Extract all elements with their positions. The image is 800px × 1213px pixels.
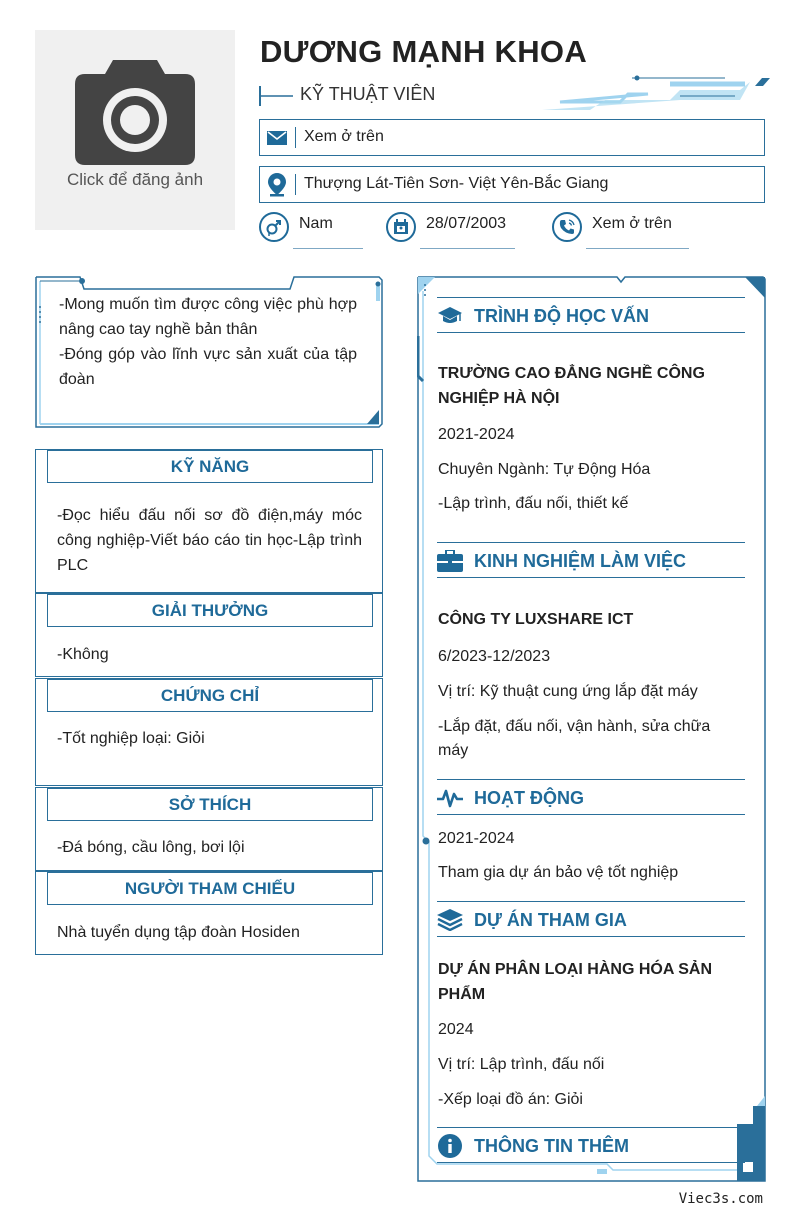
additional-info-title: THÔNG TIN THÊM [474,1136,629,1156]
experience-detail: -Lắp đặt, đấu nối, vận hành, sửa chữa máy [438,718,711,759]
objective-line: -Đóng góp vào lĩnh vực sản xuất của tập đoàn [59,346,357,388]
awards-section [35,593,383,677]
address-field[interactable] [259,166,765,203]
camera-icon [75,60,195,165]
skills-text: -Đọc hiểu đấu nối sơ đồ điện,máy móc công nghiệp-Viết báo cáo tin học-Lập trình PLC [57,507,362,574]
references-heading: NGƯỜI THAM CHIẾU [47,872,373,905]
project-name: DỰ ÁN PHÂN LOẠI HÀNG HÓA SẢN PHẨM [438,961,713,1003]
layers-icon [437,908,463,932]
awards-text: -Không [57,646,109,663]
experience-position: Vị trí: Kỹ thuật cung ứng lắp đặt máy [438,683,698,700]
email-field[interactable] [259,119,765,156]
envelope-icon [260,120,294,155]
gender-icon [259,212,289,242]
briefcase-icon [437,549,463,573]
education-title: TRÌNH ĐỘ HỌC VẤN [474,306,649,326]
hobbies-text: -Đá bóng, cầu lông, bơi lội [57,839,245,856]
additional-info-heading [437,1127,745,1163]
activities-title: HOẠT ĐỘNG [474,788,584,808]
experience-title: KINH NGHIỆM LÀM VIỆC [474,551,687,571]
certificates-section [35,678,383,786]
calendar-icon [386,212,416,242]
certificates-heading: CHỨNG CHỈ [47,679,373,712]
activities-heading [437,779,745,815]
experience-period: 6/2023-12/2023 [438,648,551,665]
references-section [35,871,383,955]
address-value: Thượng Lát-Tiên Sơn- Việt Yên-Bắc Giang [304,175,609,192]
certificates-text: -Tốt nghiệp loại: Giỏi [57,730,205,747]
education-heading [437,297,745,333]
skills-heading: KỸ NĂNG [47,450,373,483]
experience-company: CÔNG TY LUXSHARE ICT [438,611,634,628]
activities-detail: Tham gia dự án bảo vệ tốt nghiệp [438,864,679,881]
pulse-icon [437,786,463,810]
hobbies-section [35,787,383,871]
candidate-name: DƯƠNG MẠNH KHOA [260,34,588,69]
objective-text [59,292,357,392]
circuit-decoration [530,70,775,115]
phone-field[interactable] [552,210,692,252]
gender-value: Nam [299,215,333,232]
photo-upload-label: Click để đăng ảnh [66,170,204,189]
education-school: TRƯỜNG CAO ĐẲNG NGHỀ CÔNG NGHIỆP HÀ NỘI [438,365,705,407]
location-pin-icon [260,167,294,202]
projects-title: DỰ ÁN THAM GIA [474,910,627,930]
awards-heading: GIẢI THƯỞNG [47,594,373,627]
references-text: Nhà tuyển dụng tập đoàn Hosiden [57,924,300,941]
hobbies-heading: SỞ THÍCH [47,788,373,821]
phone-value: Xem ở trên [592,215,672,232]
project-position: Vị trí: Lập trình, đấu nối [438,1056,605,1073]
birthdate-field[interactable] [386,210,516,252]
email-value: Xem ở trên [304,128,384,145]
phone-icon [552,212,582,242]
project-year: 2024 [438,1021,474,1038]
career-objective [35,276,383,428]
photo-upload[interactable] [35,30,235,230]
graduation-cap-icon [437,304,463,328]
birthdate-value: 28/07/2003 [426,215,507,232]
education-period: 2021-2024 [438,426,515,443]
project-detail: -Xếp loại đồ án: Giỏi [438,1091,583,1108]
activities-period: 2021-2024 [438,830,515,847]
education-detail: -Lập trình, đấu nối, thiết kế [438,495,629,512]
gender-field[interactable] [259,210,369,252]
title-marker [259,86,295,106]
watermark: Viec3s.com [678,1191,763,1207]
education-major: Chuyên Ngành: Tự Động Hóa [438,461,651,478]
experience-heading [437,542,745,578]
projects-heading [437,901,745,937]
skills-section [35,449,383,593]
info-icon [437,1134,463,1158]
job-title: KỸ THUẬT VIÊN [300,84,436,104]
objective-line: -Mong muốn tìm được công việc phù hợp nâng cao tay nghề bản thân [59,296,357,338]
